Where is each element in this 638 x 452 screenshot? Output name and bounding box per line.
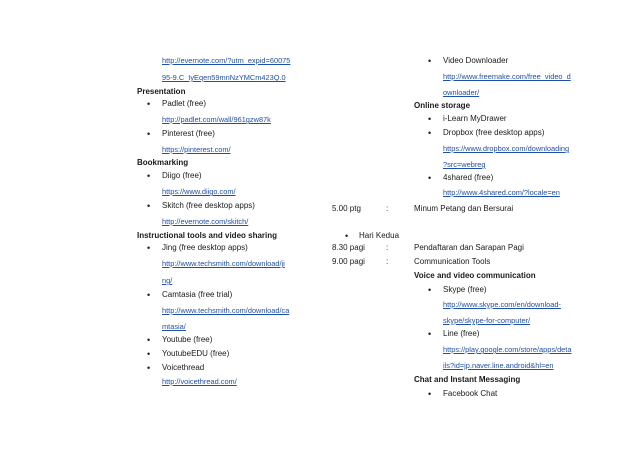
- skitch-link[interactable]: http://evernote.com/skitch/: [162, 217, 249, 226]
- padlet-label: Padlet (free): [162, 99, 207, 108]
- voicethread-link[interactable]: http://voicethread.com/: [162, 377, 237, 386]
- schedule-colon-3: :: [386, 257, 389, 266]
- pinterest-label: Pinterest (free): [162, 129, 215, 138]
- schedule-activity-1: Minum Petang dan Bersurai: [414, 204, 514, 213]
- pinterest-link[interactable]: https://pinterest.com/: [162, 145, 231, 154]
- schedule-activity-3: Communication Tools: [414, 257, 491, 266]
- bullet: •: [147, 99, 151, 109]
- jing-link-line-1[interactable]: http://www.techsmith.com/download/ji: [162, 259, 285, 268]
- bullet: •: [428, 114, 432, 124]
- dropbox-link-line-2[interactable]: ?src=webreg: [443, 160, 486, 169]
- padlet-link[interactable]: http://padlet.com/wall/961gzw87k: [162, 115, 271, 124]
- bullet: •: [147, 335, 151, 345]
- schedule-time-1: 5.00 ptg: [332, 204, 361, 213]
- bullet: •: [428, 329, 432, 339]
- youtubeedu-label: YoutubeEDU (free): [162, 349, 230, 358]
- bullet: •: [147, 171, 151, 181]
- camtasia-link-line-1[interactable]: http://www.techsmith.com/download/ca: [162, 306, 290, 315]
- evernote-link-line-1[interactable]: http://evernote.com/?utm_expid=60075: [162, 56, 291, 65]
- schedule-time-3: 9.00 pagi: [332, 257, 365, 266]
- online-storage-heading: Online storage: [414, 101, 471, 110]
- evernote-link-line-2[interactable]: 95-9.C_IyEqen59mnNzYMCm423Q.0: [162, 73, 286, 82]
- fourshared-label: 4shared (free): [443, 173, 494, 182]
- diigo-link[interactable]: https://www.diigo.com/: [162, 187, 236, 196]
- skype-link-line-2[interactable]: skype/skype-for-computer/: [443, 316, 531, 325]
- bullet: •: [345, 231, 349, 241]
- voice-video-heading: Voice and video communication: [414, 271, 536, 280]
- line-label: Line (free): [443, 329, 480, 338]
- schedule-time-2: 8.30 pagi: [332, 243, 365, 252]
- facebook-chat-label: Facebook Chat: [443, 389, 498, 398]
- chat-heading: Chat and Instant Messaging: [414, 375, 521, 384]
- presentation-heading: Presentation: [137, 87, 186, 96]
- bullet: •: [147, 349, 151, 359]
- bullet: •: [428, 56, 432, 66]
- youtube-label: Youtube (free): [162, 335, 213, 344]
- bullet: •: [147, 290, 151, 300]
- bullet: •: [147, 363, 151, 373]
- bullet: •: [147, 129, 151, 139]
- bullet: •: [428, 389, 432, 399]
- day-label: Hari Kedua: [359, 231, 400, 240]
- voicethread-label: Voicethread: [162, 363, 205, 372]
- line-link-line-2[interactable]: ils?id=jp.naver.line.android&hl=en: [443, 361, 554, 370]
- camtasia-label: Camtasia (free trial): [162, 290, 233, 299]
- camtasia-link-line-2[interactable]: mtasia/: [162, 322, 186, 331]
- jing-label: Jing (free desktop apps): [162, 243, 248, 252]
- skype-label: Skype (free): [443, 285, 487, 294]
- freemake-link-line-1[interactable]: http://www.freemake.com/free_video_d: [443, 72, 571, 81]
- bullet: •: [428, 285, 432, 295]
- schedule-colon-1: :: [386, 204, 389, 213]
- bullet: •: [147, 243, 151, 253]
- bookmarking-heading: Bookmarking: [137, 158, 189, 167]
- dropbox-link-line-1[interactable]: https://www.dropbox.com/downloading: [443, 144, 570, 153]
- fourshared-link[interactable]: http://www.4shared.com/?locale=en: [443, 188, 560, 197]
- jing-link-line-2[interactable]: ng/: [162, 276, 173, 285]
- bullet: •: [428, 128, 432, 138]
- line-link-line-1[interactable]: https://play.google.com/store/apps/deta: [443, 345, 572, 354]
- skype-link-line-1[interactable]: http://www.skype.com/en/download-: [443, 300, 561, 309]
- ilearn-label: i-Learn MyDrawer: [443, 114, 507, 123]
- instructional-tools-heading: Instructional tools and video sharing: [137, 231, 278, 240]
- video-downloader-label: Video Downloader: [443, 56, 509, 65]
- bullet: •: [147, 201, 151, 211]
- freemake-link-line-2[interactable]: ownloader/: [443, 88, 480, 97]
- schedule-colon-2: :: [386, 243, 389, 252]
- dropbox-label: Dropbox (free desktop apps): [443, 128, 545, 137]
- schedule-activity-2: Pendaftaran dan Sarapan Pagi: [414, 243, 524, 252]
- bullet: •: [428, 173, 432, 183]
- skitch-label: Skitch (free desktop apps): [162, 201, 255, 210]
- diigo-label: Diigo (free): [162, 171, 202, 180]
